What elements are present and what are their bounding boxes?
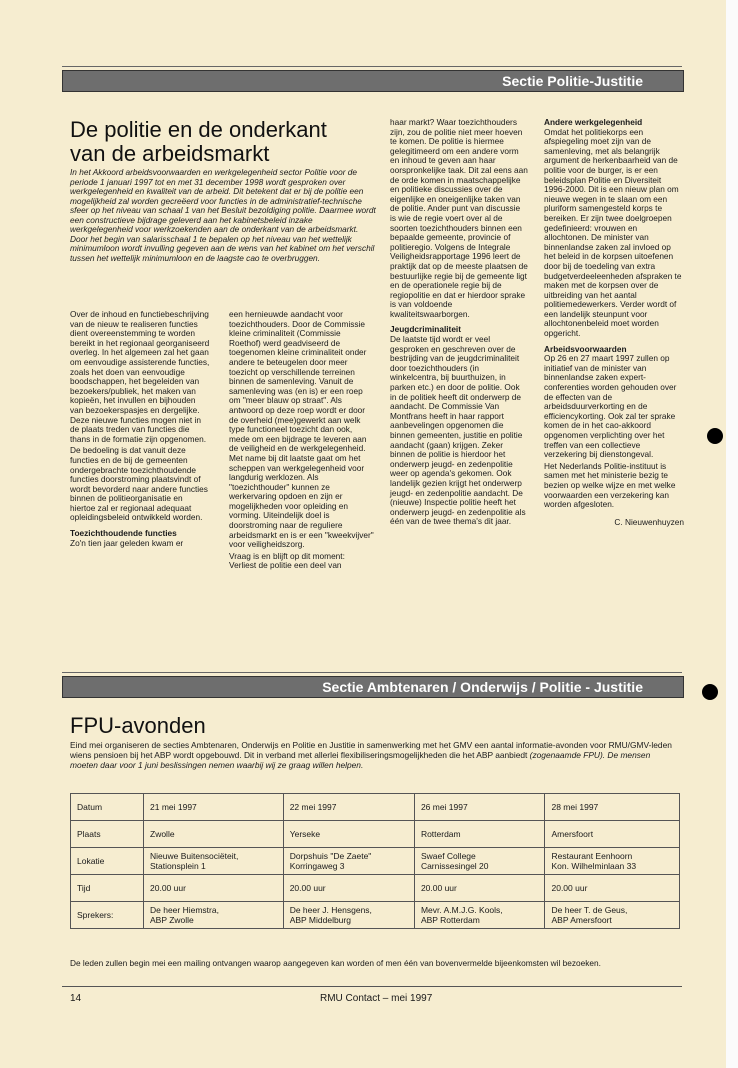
section-banner-politie-justitie	[62, 70, 684, 92]
table-cell: Rotterdam	[414, 821, 545, 848]
paragraph: Zo'n tien jaar geleden kwam er	[70, 537, 184, 548]
cell-line: Nieuwe Buitensociëteit,	[150, 851, 239, 861]
section-banner-ambtenaren	[62, 676, 684, 698]
table-cell	[144, 848, 284, 875]
fpu-title: FPU-avonden	[70, 713, 206, 738]
paragraph: Vraag is en blijft op dit moment: Verliest de politie een deel van	[229, 550, 345, 571]
subheading-jeugdcriminaliteit: Jeugdcriminaliteit	[390, 324, 462, 335]
table-cell: 28 mei 1997	[545, 794, 680, 821]
article-column-1	[70, 310, 210, 550]
cell-line: Dorpshuis "De Zaete"	[289, 851, 372, 861]
table-row	[71, 821, 680, 848]
paragraph: Het Nederlands Politie-instituut is samen met het ministerie bezig te bezien op welke wijze en met welke voorwaarden een verzekering kan worden afgesloten.	[544, 460, 676, 510]
cell-line: Korringaweg 3	[289, 861, 345, 871]
fpu-intro	[70, 740, 680, 770]
cell-line: De heer Hiemstra,	[150, 905, 219, 915]
table-row	[71, 875, 680, 902]
article-title-line-2: van de arbeidsmarkt	[70, 141, 270, 166]
paragraph: Op 26 en 27 maart 1997 zullen op initiatief van de minister van binnenlandse zaken expert-conferenties worden gehouden over de effecten van de arbeidsduurverkorting en de efficiencykorting. Ook zal ter sprake komen de in het cao-akkoord opgenomen verplichting over het treffen van een collectieve verzekering bij dienstongeval.	[544, 353, 677, 460]
cell-line: ABP Middelburg	[289, 915, 351, 925]
paragraph: haar markt? Waar toezichthouders zijn, zou de politie niet meer hoeven te komen. De politie is hiermee gelegitimeerd om een andere vorm en inhoud te geven aan haar oorspronkelijke taak. Dit zal eens aan de orde komen in maatschappelijke en politieke discussies over de eigenlijke en oneigenlijke taken van de politie. Ander punt van discussie is wie de regie voert over al de soorten toezichthouders binnen een bepaalde gemeente, provincie of politieregio. Volgens de Integrale Veiligheidsrapportage 1996 leert de praktijk dat op de meeste plaatsen de bestuurlijke regie bij de gemeente ligt en de operationele regie bij de regiopolitie en dat er hierdoor sprake is van voldoende kwaliteitswaarborgen.	[390, 117, 528, 319]
footer-rule	[62, 986, 682, 987]
table-cell	[545, 902, 680, 929]
page-number: 14	[70, 993, 82, 1004]
table-cell: 22 mei 1997	[283, 794, 414, 821]
cell-line: Restaurant Eenhoorn	[551, 851, 633, 861]
paragraph: De laatste tijd wordt er veel gesproken en geschreven over de bestrijding van de jeugdcriminaliteit door toezichthouders (in winkelcentra, bij buurthuizen, in parken etc.) en door de politie. Ook in de politiek heeft dit onderwerp de aandacht. De Commissie Van Montfrans heeft in haar rapport aanbevelingen opgenomen die binnen gemeenten, justitie en politie aandacht (gaan) krijgen. Zeker binnen de politie is hierdoor het onderwerp jeugd- en zedenpolitie weer op agenda's gekomen. Ook landelijk gezien krijgt het onderwerp jeugd- en zedenpolitie aandacht. De (nieuwe) Inspectie politie heeft het onderwerp jeugd- en zedenpolitie als één van de twee thema's dit jaar.	[390, 334, 526, 527]
table-cell	[414, 902, 545, 929]
paragraph: Over de inhoud en functiebeschrijving van de nieuw te realiseren functies dient overeenstemming te worden bereikt in het regionaal georganiseerd overleg. In het algemeen zal het gaan om eenvoudige assisterende functies, zoals het doen van eenvoudige boodschappen, het begeleiden van bezoekers/publiek, het maken van kopieën, het invullen en bijhouden van bezoekerspasjes en dergelijke. Deze nieuwe functies mogen niet in de plaats treden van functies die thans in de formatie zijn opgenomen.	[70, 309, 210, 444]
paragraph: een hernieuwde aandacht voor toezichthouders. Door de Commissie kleine criminaliteit (Commissie Roethof) werd geadviseerd de toegenomen kleine criminaliteit onder andere te beteugelen door meer toezicht op verschillende terreinen binnen de samenleving. Vanuit de samenleving was (en is) er een roep om "meer blauw op straat". Als antwoord op deze roep wordt er door de overheid (mee)gewerkt aan welk type functioneel toezicht dan ook, mede om een bijdrage te leveren aan de veiligheid en de werkgelegenheid. Met name bij dit laatste gaat om het scheppen van werkgelegenheid voor langdurig werklozen. Als "toezichthouder" kunnen ze werkervaring opdoen en zijn er mogelijkheden voor opleiding en vorming. Uiteindelijk doel is doorstroming naar de reguliere arbeidsmarkt en is er een "kweekvijver" voor veiligheidszorg.	[229, 309, 374, 550]
table-cell: 21 mei 1997	[144, 794, 284, 821]
cell-line: ABP Rotterdam	[420, 915, 480, 925]
article-column-3	[390, 118, 528, 529]
table-cell: 20.00 uur	[283, 875, 414, 902]
row-label: Lokatie	[71, 848, 144, 875]
table-cell: Zwolle	[144, 821, 284, 848]
cell-line: Kon. Wilhelminlaan 33	[551, 861, 637, 871]
cell-line: Carnissesingel 20	[420, 861, 489, 871]
cell-line: Stationsplein 1	[150, 861, 206, 871]
row-label: Sprekers:	[71, 902, 144, 929]
table-cell: Amersfoort	[545, 821, 680, 848]
table-cell: 26 mei 1997	[414, 794, 545, 821]
table-cell	[283, 902, 414, 929]
article-column-4	[544, 118, 684, 529]
article-intro: In het Akkoord arbeidsvoorwaarden en werkgelegenheid sector Politie voor de periode 1 januari 1997 tot en met 31 december 1998 wordt gesproken over werkgelegenheid en kwaliteit van de arbeid. Dit betekent dat er bij de politie een mogelijkheid zal worden gecreëerd voor functies in de administratief-technische sfeer op het niveau van schaal 1 van het Besluit bezoldiging politie. Daarmee wordt een constructieve bijdrage geleverd aan het kabinetsbeleid inzake werkgelegenheid voor werkzoekenden aan de onderkant van de arbeidsmarkt. Door het begin van salarisschaal 1 te bepalen op het niveau van het wettelijk minimumloon wordt invulling gegeven aan de wens van het kabinet om het verschil tussen het wettelijk minimumloon en de laagste cao te overbruggen.	[70, 167, 376, 263]
binder-hole-icon	[707, 428, 723, 444]
cell-line: ABP Zwolle	[150, 915, 194, 925]
cell-line: ABP Amersfoort	[551, 915, 612, 925]
article-title-line-1: De politie en de onderkant	[70, 117, 327, 142]
article-title	[70, 118, 370, 166]
binder-hole-icon	[702, 684, 718, 700]
banner-rule	[62, 66, 682, 67]
paragraph: Omdat het politiekorps een afspiegeling moet zijn van de samenleving, met als belangrijk argument de herkenbaarheid van de politie voor de burger, is er een beleidsplan Politie en Diversiteit 1996-2000. Dit is een nieuw plan om nieuwe wegen in te slaan om een pluriform samengesteld korps te bereiken. Er zijn twee doelgroepen gedefinieerd: vrouwen en allochtonen. De minister van binnenlandse zaken zal invloed op het beleid in de korpsen uitoefenen door bij de toedeling van extra budgetverdeeleenheden afspraken te maken met de korpsen over de uitbreiding van het aantal politiemedewerkers. Verder wordt of een landelijk steunpunt voor allochtonenbeleid moet worden opgericht.	[544, 126, 682, 339]
table-cell	[414, 848, 545, 875]
fpu-intro-text: Eind mei organiseren de secties Ambtenaren, Onderwijs en Politie en Justitie in samenwerking met het GMV een aantal informatie-avonden voor RMU/GMV-leden wiens pensioen bij het ABP wordt opgebouwd. Dit in verband met allerlei flexibiliseringsmogelijkheden die het ABP aanbiedt	[70, 740, 672, 760]
table-cell	[283, 848, 414, 875]
section-banner-label: Sectie Ambtenaren / Onderwijs / Politie - Justitie	[322, 679, 643, 695]
section-banner-label: Sectie Politie-Justitie	[502, 73, 643, 89]
fpu-schedule-table	[70, 793, 680, 929]
table-cell: Yerseke	[283, 821, 414, 848]
banner-rule	[62, 672, 682, 673]
author-signature: C. Nieuwenhuyzen	[614, 516, 684, 527]
table-row	[71, 902, 680, 929]
subheading-toezichthoudende-functies: Toezichthoudende functies	[70, 528, 177, 539]
page-edge	[726, 0, 738, 1068]
article-column-2	[229, 310, 374, 573]
closing-note: De leden zullen begin mei een mailing ontvangen waarop aangegeven kan worden of men één van bovenvermelde bijeenkomsten wil bezoeken.	[70, 958, 601, 968]
table-cell	[144, 902, 284, 929]
subheading-arbeidsvoorwaarden: Arbeidsvoorwaarden	[544, 343, 627, 354]
table-cell: 20.00 uur	[144, 875, 284, 902]
paragraph: De bedoeling is dat vanuit deze functies en de bij de gemeenten ondergebrachte toezichthoudende functies doorstroming plaatsvindt of wordt bevorderd naar andere functies binnen de politieorganisatie en hiertoe zal er regionaal adequaat opleidingsbeleid ontwikkeld worden.	[70, 445, 208, 523]
row-label: Plaats	[71, 821, 144, 848]
table-cell: 20.00 uur	[545, 875, 680, 902]
cell-line: De heer J. Hensgens,	[289, 905, 372, 915]
cell-line: Swaef College	[420, 851, 476, 861]
publication-footer: RMU Contact – mei 1997	[320, 993, 433, 1004]
fpu-intro-italic: (zogenaamde FPU). De mensen moeten daar voor 1 juni beslissingen nemen waarbij wij ze graag willen helpen.	[70, 750, 651, 770]
table-row	[71, 848, 680, 875]
subheading-andere-werkgelegenheid: Andere werkgelegenheid	[544, 117, 643, 127]
cell-line: Mevr. A.M.J.G. Kools,	[420, 905, 503, 915]
cell-line: De heer T. de Geus,	[551, 905, 628, 915]
table-row	[71, 794, 680, 821]
row-label: Datum	[71, 794, 144, 821]
row-label: Tijd	[71, 875, 144, 902]
table-cell: 20.00 uur	[414, 875, 545, 902]
table-cell	[545, 848, 680, 875]
